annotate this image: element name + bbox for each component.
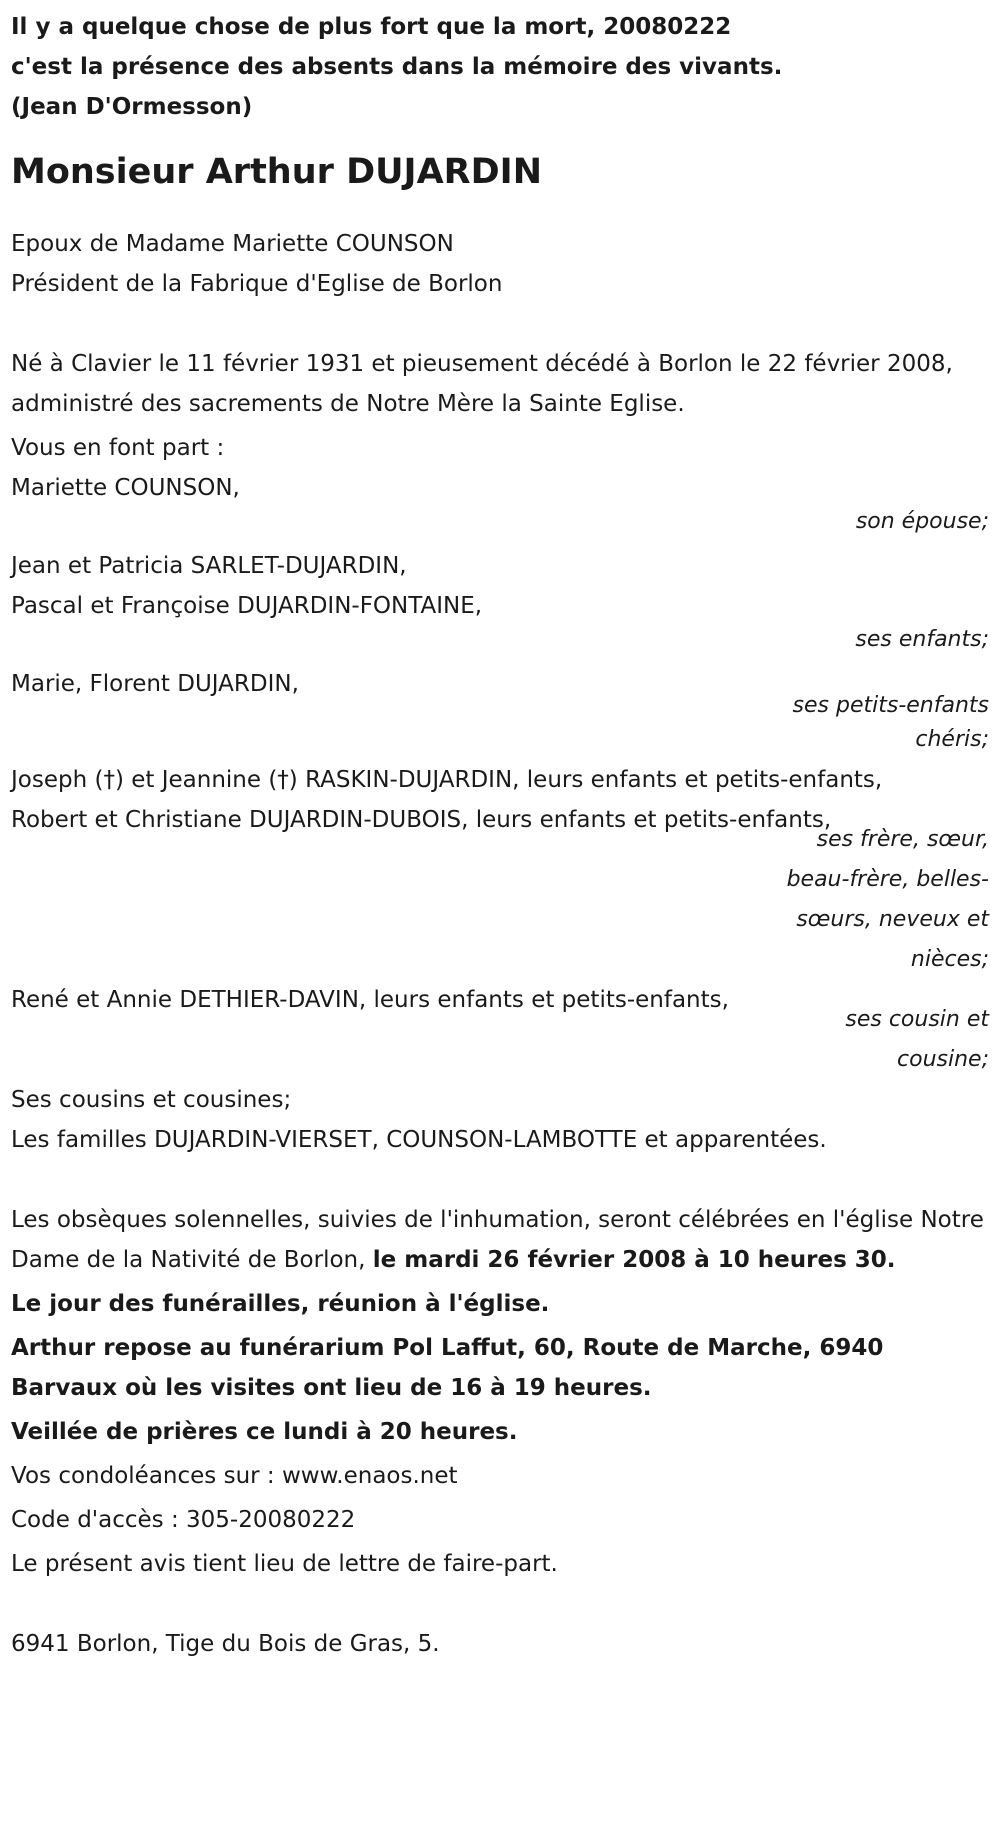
condolences-line: Vos condoléances sur : www.enaos.net [11, 1463, 458, 1489]
cousins-all-line: Ses cousins et cousines; [11, 1087, 292, 1113]
grandchildren-relation-1: ses petits-enfants [792, 693, 989, 718]
vigil-line: Veillée de prières ce lundi à 20 heures. [11, 1419, 518, 1445]
epigraph-quote [11, 7, 989, 127]
siblings-line-1: Joseph (†) et Jeannine (†) RASKIN-DUJARDIN, leurs enfants et petits-enfants, [11, 767, 883, 793]
children-relation: ses enfants; [855, 627, 989, 652]
cousin-line: René et Annie DETHIER-DAVIN, leurs enfants et petits-enfants, [11, 987, 729, 1013]
siblings-relation-1: ses frère, sœur, [816, 827, 989, 852]
grandchildren-line: Marie, Florent DUJARDIN, [11, 671, 299, 697]
obituary-page [11, 0, 989, 1664]
quote-line-2: c'est la présence des absents dans la mémoire des vivants. [11, 54, 783, 80]
meeting-line: Le jour des funérailles, réunion à l'église. [11, 1291, 550, 1317]
cousin-relation-2: cousine; [897, 1047, 989, 1072]
children-line-1: Jean et Patricia SARLET-DUJARDIN, [11, 553, 407, 579]
funeral-text: Les obsèques solennelles, suivies de l'inhumation, seront célébrées en l'église Notre Dame de la Nativité de Borlon, [11, 1207, 984, 1273]
intro-block [11, 224, 989, 304]
spouse-name: Mariette COUNSON, [11, 475, 240, 501]
funeral-date: le mardi 26 février 2008 à 10 heures 30. [372, 1247, 896, 1273]
address-line: 6941 Borlon, Tige du Bois de Gras, 5. [11, 1631, 440, 1657]
siblings-line-2: Robert et Christiane DUJARDIN-DUBOIS, leurs enfants et petits-enfants, [11, 807, 832, 833]
spouse-line: Epoux de Madame Mariette COUNSON [11, 231, 454, 257]
notice-line: Le présent avis tient lieu de lettre de faire-part. [11, 1551, 558, 1577]
announcement-intro: Vous en font part : [11, 435, 225, 461]
siblings-relation-4: nièces; [910, 947, 989, 972]
grandchildren-relation-2: chéris; [915, 727, 989, 752]
repose-paragraph: Arthur repose au funérarium Pol Laffut, 60, Route de Marche, 6940 Barvaux où les visites ont lieu de 16 à 19 heures. [11, 1335, 884, 1401]
family-list [11, 468, 989, 1160]
role-line: Président de la Fabrique d'Eglise de Borlon [11, 271, 503, 297]
siblings-relation-2: beau-frère, belles- [786, 867, 989, 892]
families-line: Les familles DUJARDIN-VIERSET, COUNSON-LAMBOTTE et apparentées. [11, 1127, 827, 1153]
funeral-paragraph [11, 1200, 989, 1280]
siblings-relation-3: sœurs, neveux et [796, 907, 989, 932]
cousin-relation-1: ses cousin et [845, 1007, 989, 1032]
quote-line-1: Il y a quelque chose de plus fort que la mort, 20080222 [11, 14, 732, 40]
access-code-line: Code d'accès : 305-20080222 [11, 1507, 356, 1533]
quote-author: (Jean D'Ormesson) [11, 94, 253, 120]
spouse-relation: son épouse; [855, 509, 989, 534]
children-line-2: Pascal et Françoise DUJARDIN-FONTAINE, [11, 593, 483, 619]
deceased-name: Monsieur Arthur DUJARDIN [11, 152, 542, 192]
birth-death-paragraph: Né à Clavier le 11 février 1931 et pieusement décédé à Borlon le 22 février 2008, administré des sacrements de Notre Mère la Sainte Eglise. [11, 351, 953, 417]
